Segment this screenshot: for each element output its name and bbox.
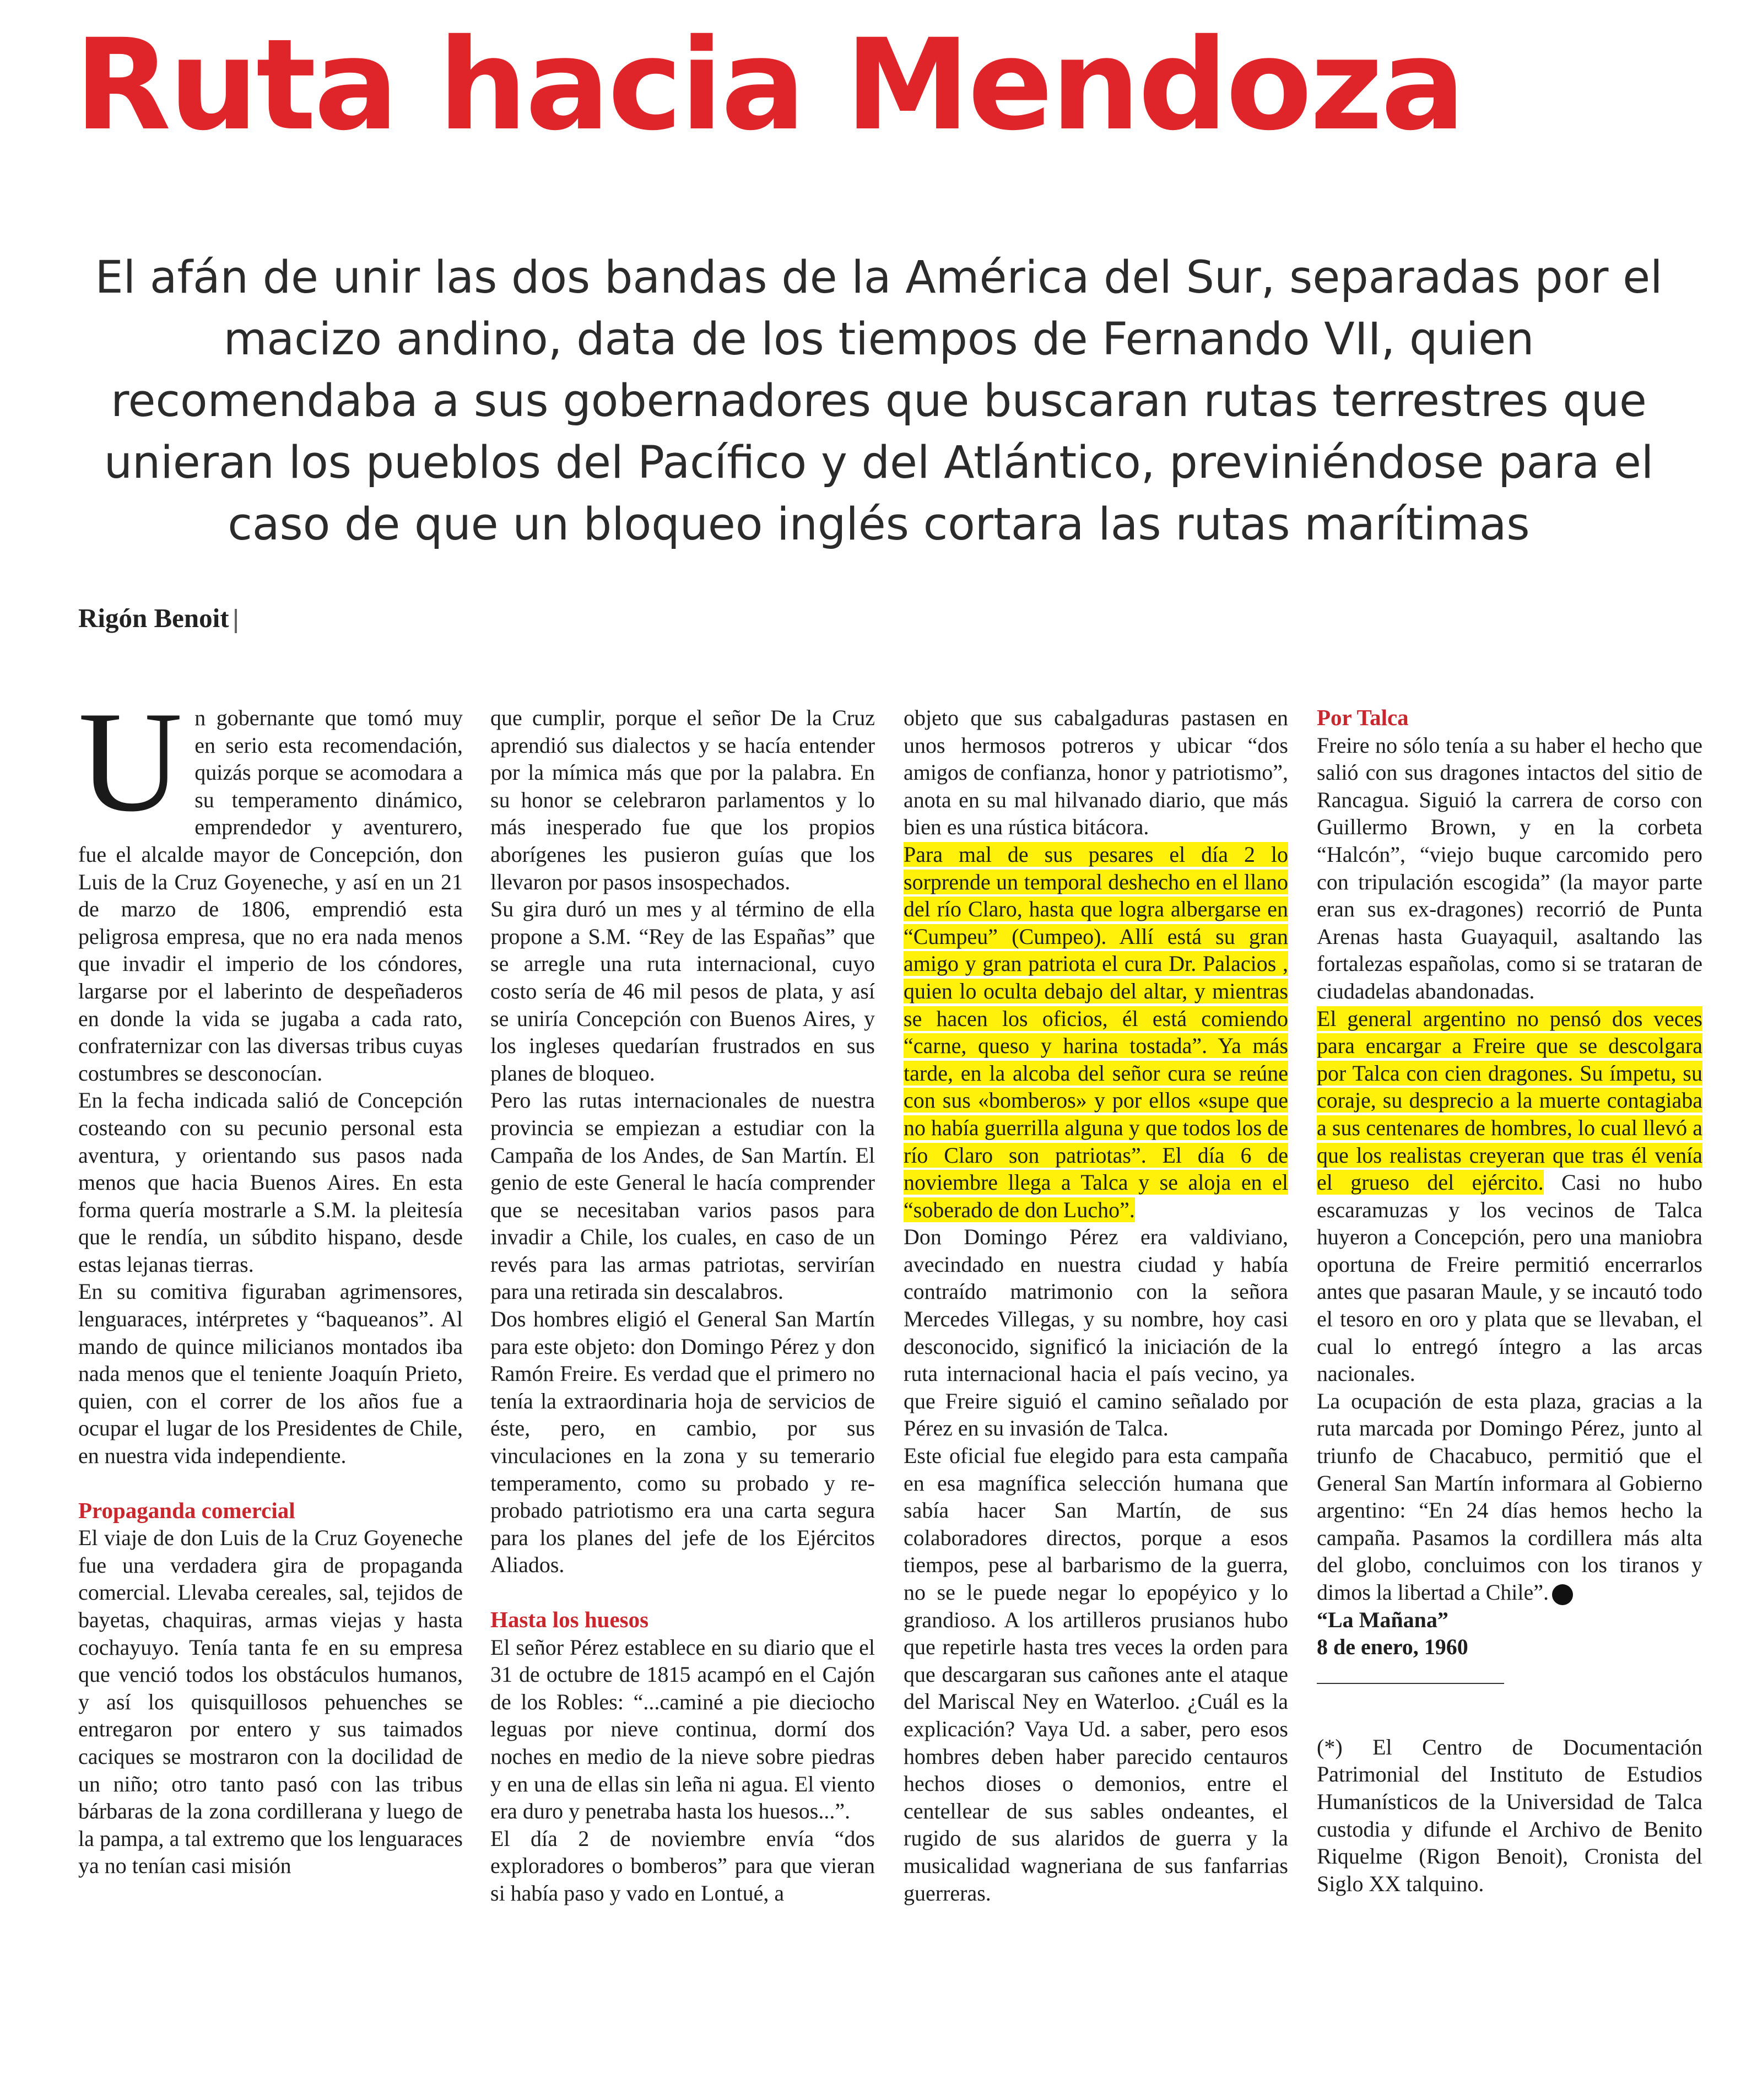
column-2 <box>490 704 875 1907</box>
subheading-propaganda: Propaganda comercial <box>78 1497 295 1523</box>
lede: El afán de unir las dos bandas de la América del Sur, separadas por el macizo andino, data de los tiempos de Fernando VII, quien recomendaba a sus gobernadores que buscaran rutas terrestres que unieran los pueblos del Pacífico y del Atlántico, previniéndose para el caso de que un bloqueo inglés cortara las rutas marítimas <box>95 252 1663 550</box>
headline: Ruta hacia Mendoza <box>74 12 1464 158</box>
highlight: Para mal de sus pesares el día 2 lo sorprende un temporal deshecho en el llano del río Claro, hasta que logra albergarse en “Cumpeu” (Cumpeo). Allí está su gran amigo y gran patriota el cura Dr. Palacios , quien lo oculta debajo del altar, y mientras se hacen los oficios, él está comiendo “carne, queso y harina tostada”. Ya más tarde, en la alcoba del señor cura se reúne con sus «bomberos» y por ellos «supe que no había guerrilla alguna y que todos los de río Claro son patriotas”. El día 6 de noviembre llega a Talca y se aloja en el “soberado de don Lucho”. <box>904 841 1288 1222</box>
paragraph: objeto que sus cabalgaduras pastasen en unos hermosos potreros y ubicar “dos amigos de confianza, honor y patriotismo”, anota en su mal hilvanado diario, que más bien es una rústica bitácora. <box>904 705 1288 840</box>
paragraph: Dos hombres eligió el General San Martín para este objeto: don Domingo Pérez y don Ramón Freire. Es verdad que el primero no tenía la extraordinaria hoja de servicios de éste, pero, en cambio, por sus vinculaciones en la zona y su temerario temperamento, como su probado y re-probado patriotismo era una carta segura para los planes del jefe de los Ejércitos Aliados. <box>490 1307 875 1578</box>
paragraph: El día 2 de noviembre envía “dos exploradores o bomberos” para que vieran si había paso y vado en Lontué, a <box>490 1826 875 1905</box>
paragraph: El viaje de don Luis de la Cruz Goyeneche fue una verdadera gira de propaganda comercial. Llevaba cereales, sal, tejidos de bayetas, chaquiras, armas viejas y hasta cochayuyo. Tenía tanta fe en su empresa que venció todos los obstáculos humanos, y así los quisquillosos pehuenches se entregaron por entero y sus taimados caciques se mostraron con la docilidad de un niño; otro tanto pasó con las tribus bárbaras de la zona cordillerana y luego de la pampa, a tal extremo que los lenguaraces ya no tenían casi misión <box>78 1525 463 1878</box>
paragraph-mixed <box>1317 1005 1702 1388</box>
paragraph: Pero las rutas internacionales de nuestra provincia se empiezan a estudiar con la Campaña de los Andes, de San Martín. El genio de este General le hacía comprender que se necesitaban varios pasos para invadir a Chile, los cuales, en caso de un revés para las armas patriotas, servirían para una retirada sin descalabros. <box>490 1088 875 1304</box>
paragraph-final <box>1317 1388 1702 1606</box>
paragraph: que cumplir, porque el señor De la Cruz aprendió sus dialectos y se hacía entender por la mímica más que por la palabra. En su honor se celebraron parlamentos y lo más inesperado fue que los propios aborígenes les pusieron guías que los llevaron por pasos insospechados. <box>490 705 875 894</box>
highlight: El general argentino no pensó dos veces para encargar a Freire que se descolgara por Talca con cien dragones. Su ímpetu, su coraje, su desprecio a la muerte contagiaba a sus centenares de hombres, lo cual llevó a que los realistas creyeran que tras él venía el grueso del ejército. <box>1317 1006 1702 1195</box>
drop-cap: U <box>78 682 183 841</box>
source-name: “La Mañana” <box>1317 1607 1448 1632</box>
paragraph: Freire no sólo tenía a su haber el hecho que salió con sus dragones intactos del sitio de Rancagua. Siguió la carrera de corso con Guillermo Brown, y en la corbeta “Halcón”, “viejo buque carcomido pero con tripulación escogida” (la mayor parte eran sus ex-dragones) recorrió de Punta Arenas hasta Guayaquil, asaltando las fortalezas españolas, como si se trataran de ciudadelas abandonadas. <box>1317 732 1702 1003</box>
divider <box>1317 1683 1504 1684</box>
subheading-hasta-los-huesos: Hasta los huesos <box>490 1607 649 1632</box>
highlighted-paragraph <box>904 841 1288 1223</box>
paragraph: El señor Pérez establece en su diario que el 31 de octubre de 1815 acampó en el Cajón de los Robles: “...caminé a pie dieciocho leguas por nieve continua, dormí dos noches en medio de la nieve sobre piedras y en una de ellas sin leña ni agua. El viento era duro y penetraba hasta los huesos...”. <box>490 1634 875 1824</box>
paragraph: n gobernante que tomó muy en serio esta recomendación, quizás porque se acomodara a su temperamento dinámico, emprendedor y aventurero, fue el alcalde mayor de Concepción, don Luis de la Cruz Goyeneche, y así en un 21 de marzo de 1806, emprendió esta peligrosa empresa, que no era nada menos que invadir el imperio de los cóndores, largarse por el laberinto de despeñaderos en donde la vida se jugaba a cada rato, confraternizar con las diversas tribus cuyas costumbres se desconocían. <box>78 705 463 1086</box>
paragraph: En la fecha indicada salió de Concepción costeando con su pecunio personal esta aventura, y orientando sus pasos nada menos que hacia Buenos Aires. En esta forma quería mostrarle a S.M. la pleitesía que le rendía, un súbdito hispano, desde estas lejanas tierras. <box>78 1088 463 1277</box>
byline <box>78 602 237 634</box>
column-4 <box>1317 704 1702 1897</box>
paragraph: Este oficial fue elegido para esta campaña en esa magnífica selección humana que sabía hacer San Martín, de sus colaboradores directos, porque a esos tiempos, pese al barbarismo de la guerra, no se le puede negar lo epopéyico y lo grandioso. A los artilleros prusianos hubo que repetirle hasta tres veces la orden para que descargaran sus cañones ante el ataque del Mariscal Ney en Waterloo. ¿Cuál es la explicación? Vaya Ud. a saber, pero esos hombres deben haber parecido centauros hechos dioses o demonios, entre el centellear de sus sables ondeantes, el rugido de sus alaridos de guerra y la musicalidad wagneriana de sus fanfarrias guerreras. <box>904 1443 1288 1905</box>
byline-author: Rigón Benoit <box>78 603 229 633</box>
paragraph-continuation: Casi no hubo escaramuzas y los vecinos de Talca huyeron a Concepción, pero una maniobra oportuna de Freire permitió encerrarlos antes que pasaran Maule, y se incautó todo el tesoro en oro y plata que se llevaban, el cual lo entregó íntegro a las arcas nacionales. <box>1317 1170 1702 1386</box>
footnote: (*) El Centro de Documentación Patrimonial del Instituto de Estudios Humanísticos de la Universidad de Talca custodia y difunde el Archivo de Benito Riquelme (Rigon Benoit), Cronista del Siglo XX talquino. <box>1317 1734 1702 1896</box>
paragraph: Don Domingo Pérez era valdiviano, avecindado en nuestra ciudad y había contraído matrimonio con la señora Mercedes Villegas, y su nombre, hoy casi desconocido, significó la iniciación de la ruta internacional hacia el país vecino, ya que Freire siguió el camino señalado por Pérez en su invasión de Talca. <box>904 1224 1288 1441</box>
final-text: La ocupación de esta plaza, gracias a la ruta marcada por Domingo Pérez, junto al triunfo de Chacabuco, permitió que el General San Martín informara al Gobierno argentino: “En 24 días hemos hecho la campaña. Pasamos la cordillera más alta del globo, concluimos con los tiranos y dimos la libertad a Chile”. <box>1317 1388 1702 1605</box>
paragraph: Su gira duró un mes y al término de ella propone a S.M. “Rey de las Españas” que se arregle una ruta internacional, cuyo costo sería de 46 mil pesos de plata, y así se uniría Concepción con Buenos Aires, y los ingleses quedarían frustrados en sus planes de bloqueo. <box>490 897 875 1086</box>
end-mark-icon <box>1552 1584 1573 1605</box>
column-3 <box>904 704 1288 1907</box>
subheading-por-talca: Por Talca <box>1317 705 1409 730</box>
source-date: 8 de enero, 1960 <box>1317 1634 1468 1660</box>
column-1 <box>78 682 463 1880</box>
byline-marker <box>235 609 237 633</box>
paragraph: En su comitiva figuraban agrimensores, lenguaraces, intérpretes y “baqueanos”. Al mando de quince milicianos montados iba nada menos que el teniente Joaquín Prieto, quien, con el correr de los años fue a ocupar el lugar de los Presidentes de Chile, en nuestra vida independiente. <box>78 1279 463 1469</box>
